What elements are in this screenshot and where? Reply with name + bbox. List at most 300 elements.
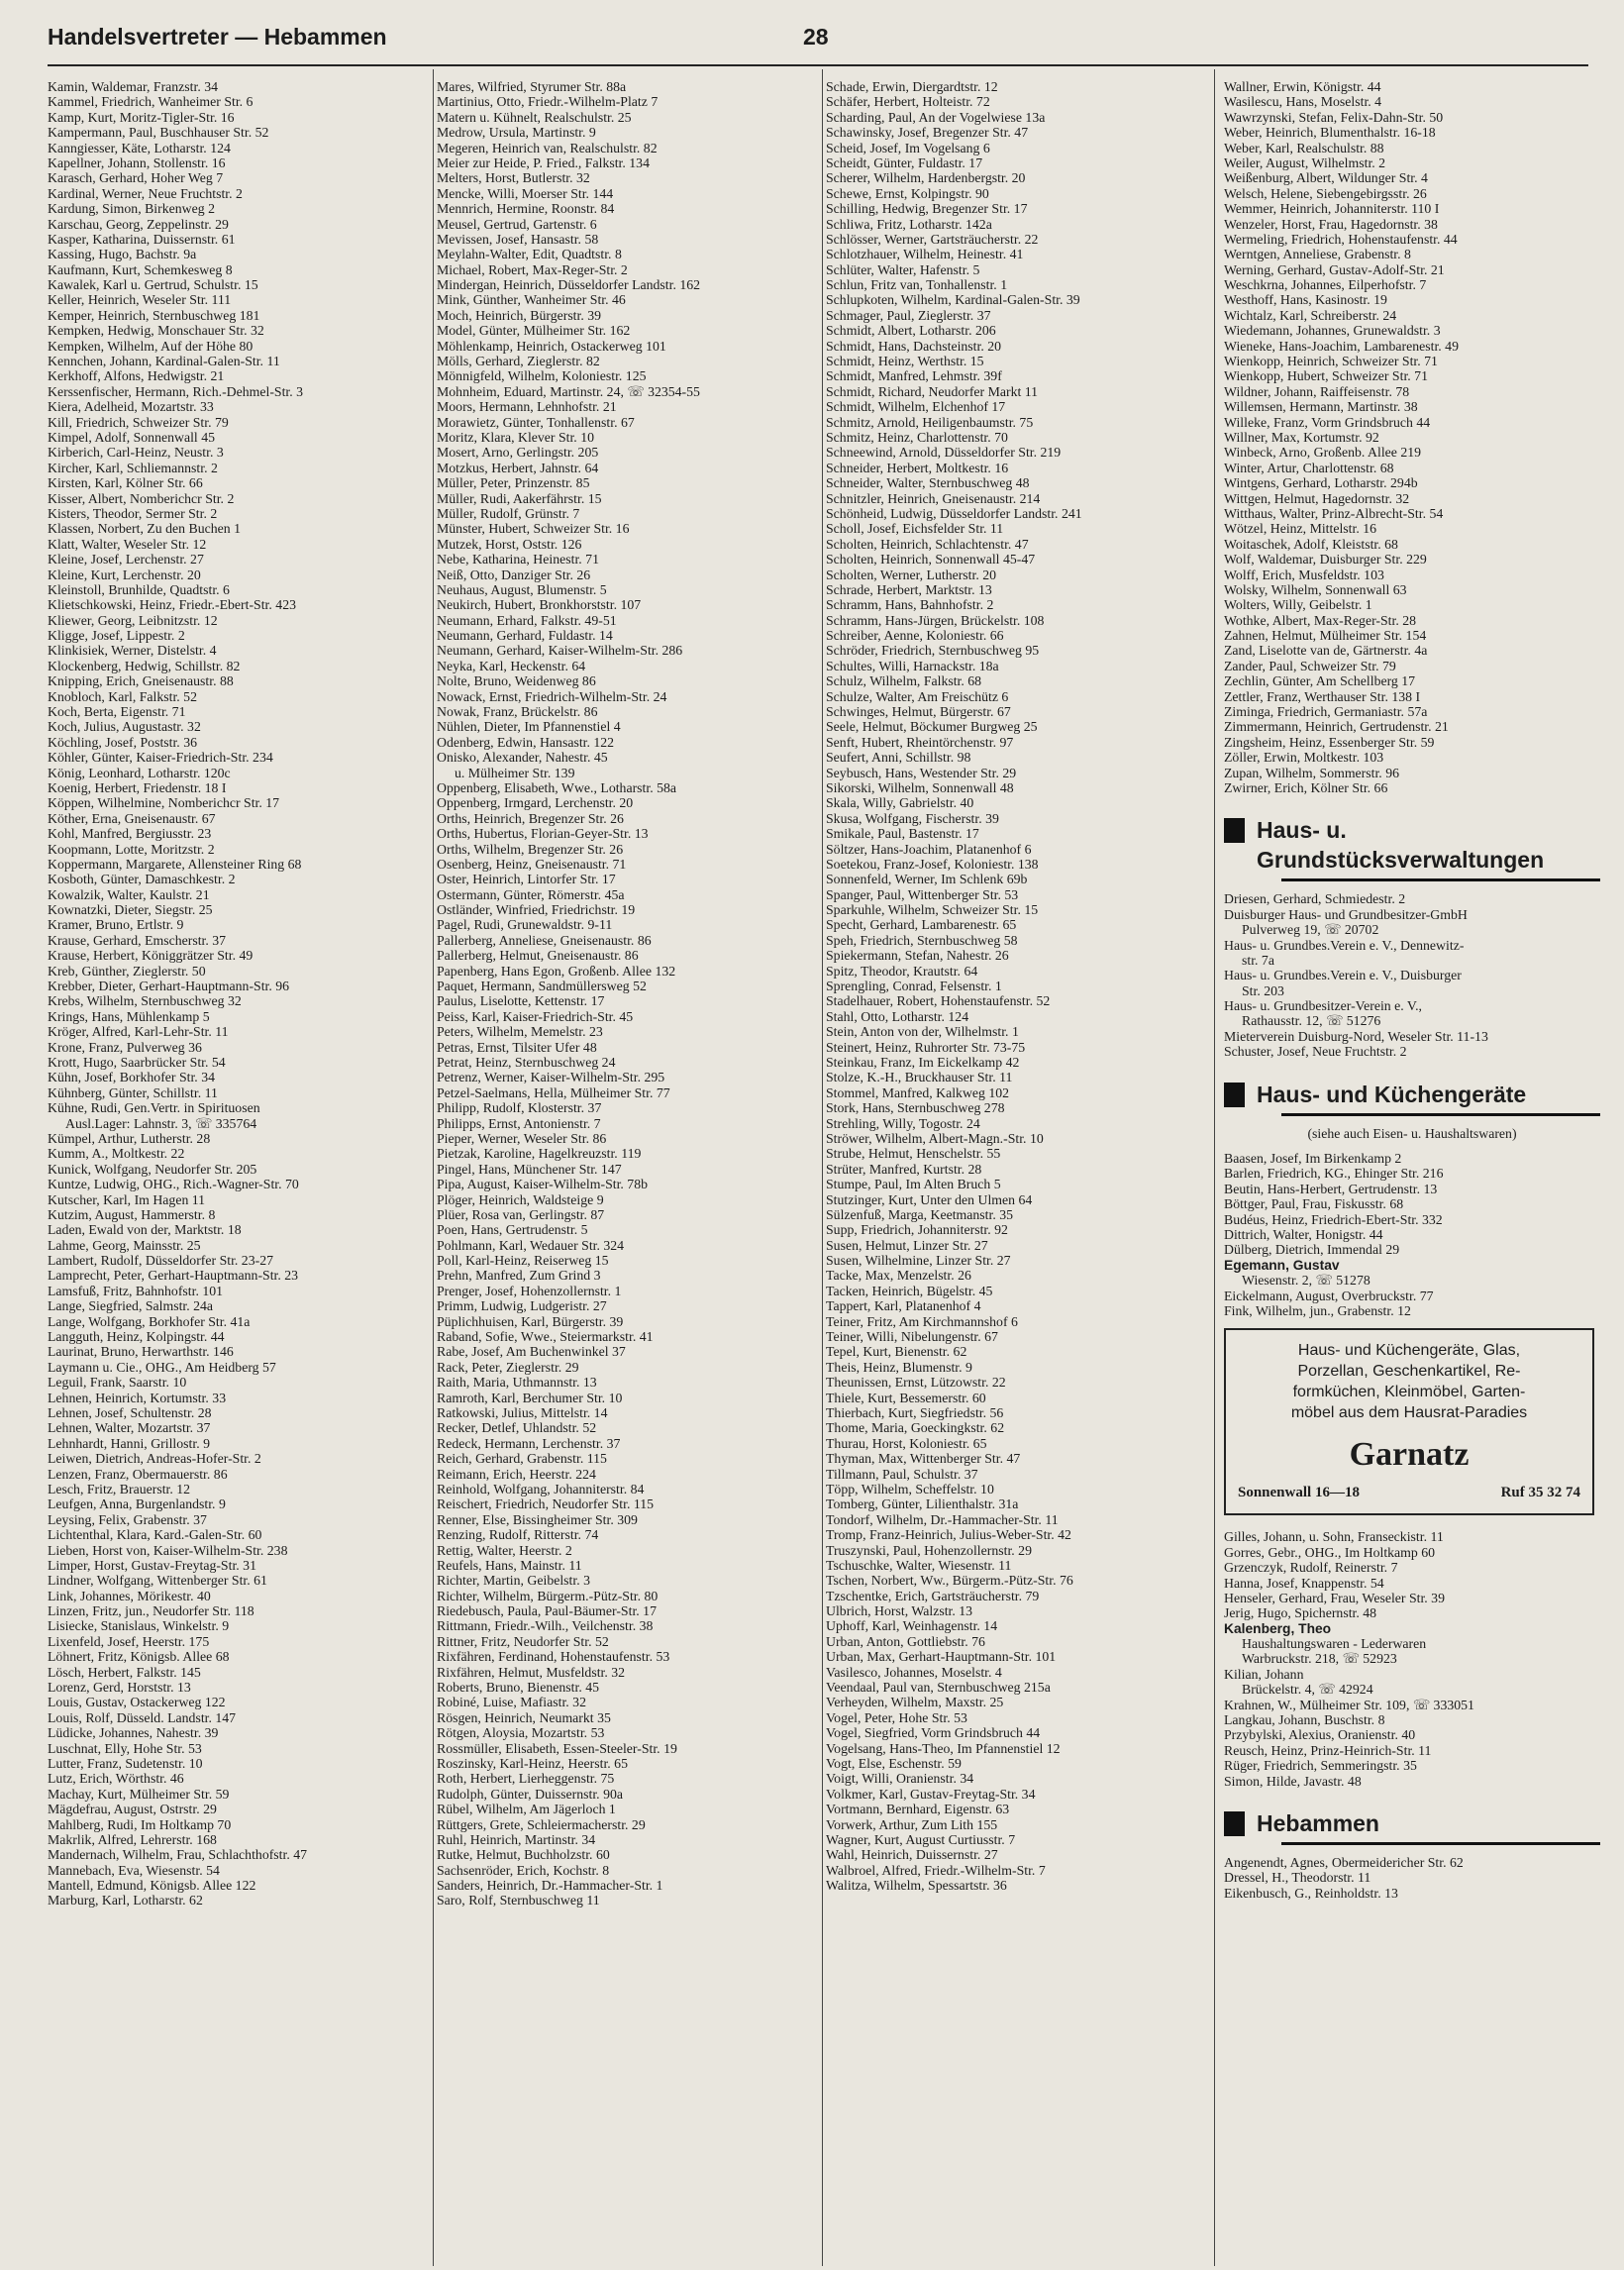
directory-entry: Oppenberg, Elisabeth, Wwe., Lotharstr. 58a — [437, 779, 677, 795]
directory-entry: Str. 203 — [1242, 982, 1284, 998]
directory-entry: Lenzen, Franz, Obermauerstr. 86 — [48, 1466, 228, 1482]
directory-entry: Theis, Heinz, Blumenstr. 9 — [826, 1359, 972, 1375]
directory-entry: Luschnat, Elly, Hohe Str. 53 — [48, 1740, 202, 1756]
directory-entry: Stork, Hans, Sternbuschweg 278 — [826, 1100, 1005, 1116]
directory-entry: Kirsten, Karl, Kölner Str. 66 — [48, 475, 203, 491]
directory-entry: Matern u. Kühnelt, Realschulstr. 25 — [437, 109, 632, 125]
directory-entry: Petzel-Saelmans, Hella, Mülheimer Str. 77 — [437, 1084, 670, 1100]
directory-entry: Kasper, Katharina, Duissernstr. 61 — [48, 231, 236, 247]
directory-entry: Sparkuhle, Wilhelm, Schweizer Str. 15 — [826, 902, 1039, 918]
directory-entry: Roszinsky, Karl-Heinz, Heerstr. 65 — [437, 1755, 628, 1771]
directory-entry: Petras, Ernst, Tilsiter Ufer 48 — [437, 1039, 597, 1055]
directory-entry: Welsch, Helene, Siebengebirgsstr. 26 — [1224, 185, 1427, 201]
directory-entry: Reischert, Friedrich, Neudorfer Str. 115 — [437, 1496, 655, 1512]
directory-entry: Kühn, Josef, Borkhofer Str. 34 — [48, 1070, 215, 1085]
directory-entry: Kliewer, Georg, Leibnitzstr. 12 — [48, 612, 218, 628]
directory-entry: Rittmann, Friedr.-Wilh., Veilchenstr. 38 — [437, 1618, 654, 1634]
directory-entry: Kerssenfischer, Hermann, Rich.-Dehmel-Str. 3 — [48, 383, 304, 399]
directory-entry: Scheidt, Günter, Fuldastr. 17 — [826, 155, 983, 170]
directory-entry: Kosboth, Günter, Damaschkestr. 2 — [48, 872, 236, 887]
directory-entry: Zander, Paul, Schweizer Str. 79 — [1224, 658, 1396, 673]
directory-entry: Schmidt, Albert, Lotharstr. 206 — [826, 323, 996, 339]
directory-entry: Scheid, Josef, Im Vogelsang 6 — [826, 140, 990, 155]
directory-entry: Kreb, Günther, Zieglerstr. 50 — [48, 963, 206, 979]
directory-list — [1224, 1855, 1600, 1901]
directory-entry: Mannebach, Eva, Wiesenstr. 54 — [48, 1862, 220, 1878]
section-heading: Haus- u. Grundstücksverwaltungen — [1224, 815, 1600, 875]
directory-entry: Kennchen, Johann, Kardinal-Galen-Str. 11 — [48, 354, 280, 369]
directory-entry: Louis, Gustav, Ostackerweg 122 — [48, 1695, 226, 1710]
directory-entry: Scholten, Heinrich, Schlachtenstr. 47 — [826, 536, 1029, 552]
directory-entry: Wawrzynski, Stefan, Felix-Dahn-Str. 50 — [1224, 109, 1444, 125]
directory-entry: Lange, Siegfried, Salmstr. 24a — [48, 1298, 214, 1314]
directory-entry: Neumann, Gerhard, Kaiser-Wilhelm-Str. 286 — [437, 643, 683, 659]
directory-entry: Lehnen, Josef, Schultenstr. 28 — [48, 1404, 212, 1420]
directory-entry: Langguth, Heinz, Kolpingstr. 44 — [48, 1329, 225, 1345]
directory-entry: Stommel, Manfred, Kalkweg 102 — [826, 1084, 1010, 1100]
directory-entry: Möhlenkamp, Heinrich, Ostackerweg 101 — [437, 338, 666, 354]
directory-entry: Kownatzki, Dieter, Siegstr. 25 — [48, 902, 213, 918]
directory-entry: Tzschentke, Erich, Gartsträucherstr. 79 — [826, 1588, 1040, 1603]
directory-entry: Kühnberg, Günter, Schillstr. 11 — [48, 1084, 218, 1100]
directory-entry: Dülberg, Dietrich, Immendal 29 — [1224, 1242, 1400, 1258]
directory-entry: Krebs, Wilhelm, Sternbuschweg 32 — [48, 993, 242, 1009]
directory-entry: Lamprecht, Peter, Gerhart-Hauptmann-Str. 23 — [48, 1268, 299, 1284]
directory-entry: Mägdefrau, August, Ostrstr. 29 — [48, 1802, 217, 1817]
directory-entry: Medrow, Ursula, Martinstr. 9 — [437, 125, 596, 141]
directory-entry: Seybusch, Hans, Westender Str. 29 — [826, 765, 1017, 780]
directory-entry: Tappert, Karl, Platanenhof 4 — [826, 1298, 981, 1314]
directory-entry: Schliwa, Fritz, Lotharstr. 142a — [826, 216, 992, 232]
directory-entry: Kircher, Karl, Schliemannstr. 2 — [48, 460, 218, 475]
directory-entry: Soetekou, Franz-Josef, Koloniestr. 138 — [826, 856, 1039, 872]
directory-entry: Roth, Herbert, Lierheggenstr. 75 — [437, 1771, 615, 1787]
directory-entry: Tillmann, Paul, Schulstr. 37 — [826, 1466, 978, 1482]
directory-entry: Wothke, Albert, Max-Reger-Str. 28 — [1224, 612, 1417, 628]
directory-entry: Koopmann, Lotte, Moritzstr. 2 — [48, 841, 215, 857]
directory-entry: Raith, Maria, Uthmannstr. 13 — [437, 1375, 597, 1391]
directory-entry: Mennrich, Hermine, Roonstr. 84 — [437, 201, 615, 217]
directory-entry: Schmidt, Richard, Neudorfer Markt 11 — [826, 383, 1039, 399]
page-number: 28 — [803, 24, 829, 50]
ad-address: Sonnenwall 16—18 — [1238, 1485, 1360, 1501]
directory-entry: Stutzinger, Kurt, Unter den Ulmen 64 — [826, 1191, 1033, 1207]
directory-entry: Kammel, Friedrich, Wanheimer Str. 6 — [48, 94, 254, 110]
header-rule — [48, 64, 1588, 66]
directory-entry: Krings, Hans, Mühlenkamp 5 — [48, 1008, 210, 1024]
directory-entry: Seele, Helmut, Böckumer Burgweg 25 — [826, 719, 1038, 735]
directory-entry: Mevissen, Josef, Hansastr. 58 — [437, 231, 599, 247]
directory-entry: Laymann u. Cie., OHG., Am Heidberg 57 — [48, 1359, 276, 1375]
directory-entry: Pietzak, Karoline, Hagelkreuzstr. 119 — [437, 1146, 642, 1162]
directory-entry: Veendaal, Paul van, Sternbuschweg 215a — [826, 1680, 1051, 1696]
directory-entry: Haus- u. Grundbes.Verein e. V., Dennewitz- — [1224, 937, 1465, 953]
directory-entry: Stadelhauer, Robert, Hohenstaufenstr. 52 — [826, 993, 1051, 1009]
directory-entry: Rutke, Helmut, Buchholzstr. 60 — [437, 1847, 610, 1863]
directory-entry: Kröger, Alfred, Karl-Lehr-Str. 11 — [48, 1024, 229, 1040]
directory-entry: Schewe, Ernst, Kolpingstr. 90 — [826, 185, 989, 201]
directory-entry: Pallerberg, Anneliese, Gneisenaustr. 86 — [437, 932, 652, 948]
directory-entry: Steinert, Heinz, Ruhrorter Str. 73-75 — [826, 1039, 1026, 1055]
column-4 — [1224, 79, 1600, 1910]
directory-entry: Kamp, Kurt, Moritz-Tigler-Str. 16 — [48, 109, 235, 125]
directory-entry: Thome, Maria, Goeckingkstr. 62 — [826, 1420, 1005, 1436]
directory-entry: Schramm, Hans-Jürgen, Brückelstr. 108 — [826, 612, 1045, 628]
directory-entry: Spitz, Theodor, Krautstr. 64 — [826, 963, 978, 979]
directory-entry: Vasilesco, Johannes, Moselstr. 4 — [826, 1664, 1002, 1680]
directory-entry: Wildner, Johann, Raiffeisenstr. 78 — [1224, 383, 1410, 399]
directory-entry: Schmidt, Wilhelm, Elchenhof 17 — [826, 399, 1006, 415]
directory-entry: Thurau, Horst, Koloniestr. 65 — [826, 1435, 987, 1451]
directory-entry: Töpp, Wilhelm, Scheffelstr. 10 — [826, 1481, 994, 1496]
directory-entry: Schmitz, Heinz, Charlottenstr. 70 — [826, 429, 1008, 445]
directory-entry: Tromp, Franz-Heinrich, Julius-Weber-Str. 42 — [826, 1527, 1071, 1543]
directory-entry: Kassing, Hugo, Bachstr. 9a — [48, 247, 197, 262]
section-bullet — [1224, 1811, 1245, 1836]
directory-entry: Wieneke, Hans-Joachim, Lambarenestr. 49 — [1224, 338, 1459, 354]
directory-entry: Münster, Hubert, Schweizer Str. 16 — [437, 521, 630, 537]
directory-entry: Raband, Sofie, Wwe., Steiermarkstr. 41 — [437, 1329, 654, 1345]
directory-entry: Pingel, Hans, Münchener Str. 147 — [437, 1161, 622, 1177]
directory-entry: Przybylski, Alexius, Oranienstr. 40 — [1224, 1727, 1416, 1743]
directory-entry: Woitaschek, Adolf, Kleiststr. 68 — [1224, 536, 1398, 552]
directory-entry: Wolf, Waldemar, Duisburger Str. 229 — [1224, 552, 1427, 568]
directory-entry: Michael, Robert, Max-Reger-Str. 2 — [437, 261, 628, 277]
directory-entry: Brückelstr. 4, ☏ 42924 — [1242, 1682, 1373, 1698]
directory-entry: Neumann, Erhard, Falkstr. 49-51 — [437, 612, 617, 628]
directory-entry: Lichtenthal, Klara, Kard.-Galen-Str. 60 — [48, 1527, 262, 1543]
directory-entry: Karschau, Georg, Zeppelinstr. 29 — [48, 216, 229, 232]
directory-entry: Schmitz, Arnold, Heiligenbaumstr. 75 — [826, 414, 1034, 430]
directory-entry: Simon, Hilde, Javastr. 48 — [1224, 1773, 1362, 1789]
directory-entry: Kempken, Wilhelm, Auf der Höhe 80 — [48, 338, 254, 354]
directory-entry: Angenendt, Agnes, Obermeidericher Str. 62 — [1224, 1855, 1464, 1870]
directory-entry: Kiera, Adelheid, Mozartstr. 33 — [48, 399, 214, 415]
directory-entry: Rübel, Wilhelm, Am Jägerloch 1 — [437, 1802, 616, 1817]
directory-entry: Schwinges, Helmut, Bürgerstr. 67 — [826, 704, 1011, 720]
directory-entry: Krause, Herbert, Königgrätzer Str. 49 — [48, 948, 254, 964]
directory-entry: Krott, Hugo, Saarbrücker Str. 54 — [48, 1055, 226, 1070]
directory-entry: Hanna, Josef, Knappenstr. 54 — [1224, 1575, 1384, 1591]
directory-entry: Beutin, Hans-Herbert, Gertrudenstr. 13 — [1224, 1181, 1438, 1196]
directory-entry: Koppermann, Margarete, Allensteiner Ring 68 — [48, 856, 302, 872]
directory-entry: Orths, Hubertus, Florian-Geyer-Str. 13 — [437, 826, 649, 842]
directory-entry: Mantell, Edmund, Königsb. Allee 122 — [48, 1878, 256, 1894]
directory-entry: Neiß, Otto, Danziger Str. 26 — [437, 567, 591, 582]
directory-entry: Wiedemann, Johannes, Grunewaldstr. 3 — [1224, 323, 1441, 339]
directory-entry: Sikorski, Wilhelm, Sonnenwall 48 — [826, 779, 1014, 795]
directory-entry: Lutz, Erich, Wörthstr. 46 — [48, 1771, 184, 1787]
directory-entry: Specht, Gerhard, Lambarenestr. 65 — [826, 917, 1017, 933]
ad-line: Haus- und Küchengeräte, Glas, — [1297, 1342, 1521, 1360]
directory-entry: Haus- u. Grundbesitzer-Verein e. V., — [1224, 998, 1422, 1014]
directory-entry: Moors, Hermann, Lehnhofstr. 21 — [437, 399, 617, 415]
directory-entry: Verheyden, Wilhelm, Maxstr. 25 — [826, 1695, 1004, 1710]
directory-entry: Kisters, Theodor, Sermer Str. 2 — [48, 505, 218, 521]
ad-footer — [1238, 1483, 1580, 1503]
directory-entry: Schlupkoten, Wilhelm, Kardinal-Galen-Str. 39 — [826, 292, 1080, 308]
directory-entry: Supp, Friedrich, Johanniterstr. 92 — [826, 1222, 1008, 1238]
directory-entry: Tacke, Max, Menzelstr. 26 — [826, 1268, 971, 1284]
directory-entry: Vogel, Peter, Hohe Str. 53 — [826, 1709, 967, 1725]
directory-entry: Schönheid, Ludwig, Düsseldorfer Landstr. 241 — [826, 505, 1082, 521]
directory-entry: Ruhl, Heinrich, Martinstr. 34 — [437, 1831, 596, 1847]
directory-entry: Klietschkowski, Heinz, Friedr.-Ebert-Str. 423 — [48, 597, 296, 613]
directory-entry: Leysing, Felix, Grabenstr. 37 — [48, 1511, 207, 1527]
directory-entry: Schawinsky, Josef, Bregenzer Str. 47 — [826, 125, 1029, 141]
directory-entry: König, Leonhard, Lotharstr. 120c — [48, 765, 231, 780]
directory-entry: Nühlen, Dieter, Im Pfannenstiel 4 — [437, 719, 621, 735]
directory-entry: Mohnheim, Eduard, Martinstr. 24, ☏ 32354-55 — [437, 383, 700, 399]
section-haus-kuechengeraete — [1224, 1080, 1600, 1789]
directory-entry: Speh, Friedrich, Sternbuschweg 58 — [826, 932, 1018, 948]
directory-entry: Marburg, Karl, Lotharstr. 62 — [48, 1893, 203, 1909]
directory-entry: Wahl, Heinrich, Duissernstr. 27 — [826, 1847, 998, 1863]
directory-entry: Moritz, Klara, Klever Str. 10 — [437, 429, 595, 445]
directory-entry: Kempken, Hedwig, Monschauer Str. 32 — [48, 323, 264, 339]
directory-entry: Redeck, Hermann, Lerchenstr. 37 — [437, 1435, 621, 1451]
directory-entry: Rötgen, Aloysia, Mozartstr. 53 — [437, 1725, 605, 1741]
directory-entry: Scholten, Heinrich, Sonnenwall 45-47 — [826, 552, 1036, 568]
section-bullet — [1224, 1083, 1245, 1107]
directory-entry: Ulbrich, Horst, Walzstr. 13 — [826, 1603, 973, 1619]
directory-entry: Lüdicke, Johannes, Nahestr. 39 — [48, 1725, 219, 1741]
directory-entry: Zwirner, Erich, Kölner Str. 66 — [1224, 779, 1388, 795]
ad-company-name: Garnatz — [1349, 1436, 1470, 1474]
directory-entry: Rudolph, Günter, Duissernstr. 90a — [437, 1786, 623, 1802]
directory-entry: Lehnhardt, Hanni, Grillostr. 9 — [48, 1435, 210, 1451]
directory-entry: Pallerberg, Helmut, Gneisenaustr. 86 — [437, 948, 639, 964]
directory-entry: Petrat, Heinz, Sternbuschweg 24 — [437, 1055, 616, 1070]
directory-entry: Schnitzler, Heinrich, Gneisenaustr. 214 — [826, 490, 1041, 506]
ad-line: formküchen, Kleinmöbel, Garten- — [1292, 1384, 1526, 1401]
directory-entry: Karasch, Gerhard, Hoher Weg 7 — [48, 170, 224, 186]
directory-entry: Scharding, Paul, An der Vogelwiese 13a — [826, 109, 1046, 125]
directory-entry: Limper, Horst, Gustav-Freytag-Str. 31 — [48, 1557, 256, 1573]
directory-entry: Wemmer, Heinrich, Johanniterstr. 110 I — [1224, 201, 1440, 217]
directory-entry: Kemper, Heinrich, Sternbuschweg 181 — [48, 307, 260, 323]
directory-entry: Kutzim, August, Hammerstr. 8 — [48, 1206, 216, 1222]
directory-entry: Pohlmann, Karl, Wedauer Str. 324 — [437, 1237, 625, 1253]
directory-entry: Lutter, Franz, Sudetenstr. 10 — [48, 1755, 203, 1771]
directory-entry: Schmidt, Manfred, Lehmstr. 39f — [826, 368, 1002, 384]
directory-entry: Schneider, Herbert, Moltkestr. 16 — [826, 460, 1009, 475]
directory-entry: Nolte, Bruno, Weidenweg 86 — [437, 673, 596, 689]
directory-entry: Kimpel, Adolf, Sonnenwall 45 — [48, 429, 215, 445]
directory-entry: Löhnert, Fritz, Königsb. Allee 68 — [48, 1649, 230, 1665]
directory-entry: Wienkopp, Heinrich, Schweizer Str. 71 — [1224, 354, 1438, 369]
directory-entry: Tacken, Heinrich, Bügelstr. 45 — [826, 1283, 993, 1298]
directory-entry: Sachsenröder, Erich, Kochstr. 8 — [437, 1862, 610, 1878]
directory-entry: Keller, Heinrich, Weseler Str. 111 — [48, 292, 232, 308]
directory-entry: Lösch, Herbert, Falkstr. 145 — [48, 1664, 201, 1680]
directory-entry: Schmidt, Heinz, Werthstr. 15 — [826, 354, 984, 369]
directory-entry: Wolff, Erich, Musfeldstr. 103 — [1224, 567, 1384, 582]
directory-entry: Köhler, Günter, Kaiser-Friedrich-Str. 234 — [48, 750, 273, 766]
directory-entry: Machay, Kurt, Mülheimer Str. 59 — [48, 1786, 230, 1802]
directory-entry: Tschuschke, Walter, Wiesenstr. 11 — [826, 1557, 1012, 1573]
directory-entry: Schreiber, Aenne, Koloniestr. 66 — [826, 628, 1004, 644]
directory-entry: Kümpel, Arthur, Lutherstr. 28 — [48, 1130, 211, 1146]
directory-entry: Rabe, Josef, Am Buchenwinkel 37 — [437, 1344, 626, 1360]
directory-entry: Melters, Horst, Butlerstr. 32 — [437, 170, 590, 186]
column-divider — [822, 69, 823, 2266]
directory-entry: Kapellner, Johann, Stollenstr. 16 — [48, 155, 226, 170]
directory-entry: Kawalek, Karl u. Gertrud, Schulstr. 15 — [48, 277, 258, 293]
directory-entry: Warbruckstr. 218, ☏ 52923 — [1242, 1651, 1397, 1667]
directory-entry: Kleine, Josef, Lerchenstr. 27 — [48, 552, 204, 568]
directory-entry: Zingsheim, Heinz, Essenberger Str. 59 — [1224, 734, 1435, 750]
directory-entry: Urban, Anton, Gottliebstr. 76 — [826, 1633, 985, 1649]
column-2 — [437, 79, 818, 1909]
directory-entry: Kardung, Simon, Birkenweg 2 — [48, 201, 215, 217]
directory-entry: Senft, Hubert, Rheintörchenstr. 97 — [826, 734, 1014, 750]
directory-entry: Zimmermann, Heinrich, Gertrudenstr. 21 — [1224, 719, 1449, 735]
directory-entry: Reich, Gerhard, Grabenstr. 115 — [437, 1451, 607, 1467]
directory-entry: Peiss, Karl, Kaiser-Friedrich-Str. 45 — [437, 1008, 634, 1024]
directory-entry: Wiesenstr. 2, ☏ 51278 — [1242, 1273, 1370, 1289]
directory-entry: Odenberg, Edwin, Hansastr. 122 — [437, 734, 615, 750]
directory-entry: Krebber, Dieter, Gerhart-Hauptmann-Str. 96 — [48, 979, 290, 994]
directory-entry: Eikenbusch, G., Reinholdstr. 13 — [1224, 1885, 1398, 1901]
directory-entry: Dressel, H., Theodorstr. 11 — [1224, 1870, 1371, 1886]
running-head: Handelsvertreter — Hebammen — [48, 24, 387, 50]
directory-entry: Zupan, Wilhelm, Sommerstr. 96 — [1224, 765, 1400, 780]
section-rule — [1281, 1842, 1600, 1845]
directory-entry: Wötzel, Heinz, Mittelstr. 16 — [1224, 521, 1377, 537]
directory-entry: Plüer, Rosa van, Gerlingstr. 87 — [437, 1206, 605, 1222]
directory-entry: Reinhold, Wolfgang, Johanniterstr. 84 — [437, 1481, 645, 1496]
directory-entry: Schlotzhauer, Wilhelm, Heinestr. 41 — [826, 247, 1024, 262]
directory-entry: Uphoff, Karl, Weinhagenstr. 14 — [826, 1618, 998, 1634]
directory-entry: Rüger, Friedrich, Semmeringstr. 35 — [1224, 1758, 1417, 1774]
directory-entry: Kilian, Johann — [1224, 1666, 1304, 1682]
directory-entry: Thiele, Kurt, Bessemerstr. 60 — [826, 1390, 986, 1405]
directory-entry: Scherer, Wilhelm, Hardenbergstr. 20 — [826, 170, 1026, 186]
directory-entry: Nowak, Franz, Brückelstr. 86 — [437, 704, 598, 720]
directory-entry: Richter, Wilhelm, Bürgerm.-Pütz-Str. 80 — [437, 1588, 659, 1603]
directory-entry: Schlösser, Werner, Gartsträucherstr. 22 — [826, 231, 1039, 247]
directory-entry: Wagner, Kurt, August Curtiusstr. 7 — [826, 1831, 1016, 1847]
directory-entry: Papenberg, Hans Egon, Großenb. Allee 132 — [437, 963, 676, 979]
directory-entry: Rixfähren, Ferdinand, Hohenstaufenstr. 53 — [437, 1649, 670, 1665]
directory-entry: Seufert, Anni, Schillstr. 98 — [826, 750, 971, 766]
directory-entry: Haus- u. Grundbes.Verein e. V., Duisburger — [1224, 968, 1462, 983]
directory-entry: Söltzer, Hans-Joachim, Platanenhof 6 — [826, 841, 1032, 857]
section-rule — [1281, 878, 1600, 881]
directory-entry: Kirberich, Carl-Heinz, Neustr. 3 — [48, 445, 224, 461]
directory-entry: Vogel, Siegfried, Vorm Grindsbruch 44 — [826, 1725, 1041, 1741]
directory-entry: Volkmer, Karl, Gustav-Freytag-Str. 34 — [826, 1786, 1036, 1802]
section-haus-grundstuecksverwaltungen — [1224, 815, 1600, 1059]
directory-entry: Renzing, Rudolf, Ritterstr. 74 — [437, 1527, 599, 1543]
directory-entry: Oster, Heinrich, Lintorfer Str. 17 — [437, 872, 616, 887]
directory-entry: Osenberg, Heinz, Gneisenaustr. 71 — [437, 856, 627, 872]
directory-entry: Püplichhuisen, Karl, Bürgerstr. 39 — [437, 1313, 624, 1329]
directory-entry: Pipa, August, Kaiser-Wilhelm-Str. 78b — [437, 1177, 649, 1192]
directory-entry: Gilles, Johann, u. Sohn, Franseckistr. 11 — [1224, 1529, 1444, 1545]
directory-entry: Grzenczyk, Rudolf, Reinerstr. 7 — [1224, 1560, 1398, 1576]
directory-entry: Walbroel, Alfred, Friedr.-Wilhelm-Str. 7 — [826, 1862, 1046, 1878]
directory-entry: Roberts, Bruno, Bienenstr. 45 — [437, 1680, 600, 1696]
directory-entry: Peters, Wilhelm, Memelstr. 23 — [437, 1024, 603, 1040]
directory-entry: Kuntze, Ludwig, OHG., Rich.-Wagner-Str. 70 — [48, 1177, 299, 1192]
directory-entry: Thierbach, Kurt, Siegfriedstr. 56 — [826, 1404, 1004, 1420]
directory-entry: Wienkopp, Hubert, Schweizer Str. 71 — [1224, 368, 1428, 384]
directory-entry: Ramroth, Karl, Berchumer Str. 10 — [437, 1390, 623, 1405]
directory-entry: Linzen, Fritz, jun., Neudorfer Str. 118 — [48, 1603, 254, 1619]
cross-reference-note: (siehe auch Eisen- u. Haushaltswaren) — [1307, 1125, 1517, 1141]
directory-entry: Lisiecke, Stanislaus, Winkelstr. 9 — [48, 1618, 230, 1634]
directory-entry: Klockenberg, Hedwig, Schillstr. 82 — [48, 658, 241, 673]
page-header — [48, 22, 1588, 61]
directory-entry: Meier zur Heide, P. Fried., Falkstr. 134 — [437, 155, 650, 170]
directory-entry: Steinkau, Franz, Im Eickelkamp 42 — [826, 1055, 1020, 1070]
directory-entry: Kalenberg, Theo — [1224, 1620, 1332, 1636]
directory-entry: Prehn, Manfred, Zum Grind 3 — [437, 1268, 601, 1284]
directory-entry: Lixenfeld, Josef, Heerstr. 175 — [48, 1633, 210, 1649]
directory-entry: Vortmann, Bernhard, Eigenstr. 63 — [826, 1802, 1010, 1817]
directory-entry: Rixfähren, Helmut, Musfeldstr. 32 — [437, 1664, 626, 1680]
directory-entry: Lange, Wolfgang, Borkhofer Str. 41a — [48, 1313, 251, 1329]
directory-entry: Kleinstoll, Brunhilde, Quadtstr. 6 — [48, 581, 230, 597]
directory-entry: Gorres, Gebr., OHG., Im Holtkamp 60 — [1224, 1544, 1436, 1560]
directory-entry: Wichtalz, Karl, Schreiberstr. 24 — [1224, 307, 1397, 323]
directory-entry: Laurinat, Bruno, Herwarthstr. 146 — [48, 1344, 234, 1360]
directory-entry: Willner, Max, Kortumstr. 92 — [1224, 429, 1379, 445]
directory-entry: Barlen, Friedrich, KG., Ehinger Str. 216 — [1224, 1166, 1444, 1182]
directory-list — [1224, 1151, 1600, 1318]
directory-entry: Onisko, Alexander, Nahestr. 45 — [437, 750, 608, 766]
directory-entry: Tepel, Kurt, Bienenstr. 62 — [826, 1344, 967, 1360]
directory-entry: Budéus, Heinz, Friedrich-Ebert-Str. 332 — [1224, 1211, 1443, 1227]
directory-entry: Louis, Rolf, Düsseld. Landstr. 147 — [48, 1709, 237, 1725]
directory-entry: Weschkrna, Johannes, Eilperhofstr. 7 — [1224, 277, 1427, 293]
directory-entry: Morawietz, Günter, Tonhallenstr. 67 — [437, 414, 635, 430]
directory-entry: Werning, Gerhard, Gustav-Adolf-Str. 21 — [1224, 261, 1445, 277]
directory-entry: Lamsfuß, Fritz, Bahnhofstr. 101 — [48, 1283, 224, 1298]
directory-entry: Paulus, Liselotte, Kettenstr. 17 — [437, 993, 605, 1009]
directory-entry: Mölls, Gerhard, Zieglerstr. 82 — [437, 354, 600, 369]
directory-entry: Tondorf, Wilhelm, Dr.-Hammacher-Str. 11 — [826, 1511, 1059, 1527]
directory-entry: Sanders, Heinrich, Dr.-Hammacher-Str. 1 — [437, 1878, 663, 1894]
directory-entry: Susen, Helmut, Linzer Str. 27 — [826, 1237, 988, 1253]
directory-entry: Petrenz, Werner, Kaiser-Wilhelm-Str. 295 — [437, 1070, 665, 1085]
directory-entry: Krause, Gerhard, Emscherstr. 37 — [48, 932, 227, 948]
directory-entry: str. 7a — [1242, 952, 1274, 968]
directory-entry: Jerig, Hugo, Spichernstr. 48 — [1224, 1605, 1377, 1621]
directory-entry: Rossmüller, Elisabeth, Essen-Steeler-Str. 19 — [437, 1740, 677, 1756]
directory-entry: Vorwerk, Arthur, Zum Lith 155 — [826, 1816, 998, 1832]
directory-entry: Knipping, Erich, Gneisenaustr. 88 — [48, 673, 234, 689]
directory-entry: Winter, Artur, Charlottenstr. 68 — [1224, 460, 1394, 475]
directory-entry: Skala, Willy, Gabrielstr. 40 — [826, 795, 974, 811]
directory-entry: Willeke, Franz, Vorm Grindsbruch 44 — [1224, 414, 1431, 430]
directory-entry: Recker, Detlef, Uhlandstr. 52 — [437, 1420, 597, 1436]
directory-entry: Spiekermann, Stefan, Nahestr. 26 — [826, 948, 1009, 964]
directory-entry: Poen, Hans, Gertrudenstr. 5 — [437, 1222, 588, 1238]
directory-list — [1224, 891, 1600, 1059]
directory-entry: Köchling, Josef, Poststr. 36 — [48, 734, 198, 750]
directory-entry: Scholl, Josef, Eichsfelder Str. 11 — [826, 521, 1004, 537]
directory-entry: Schuster, Josef, Neue Fruchtstr. 2 — [1224, 1044, 1407, 1060]
directory-entry: Kühne, Rudi, Gen.Vertr. in Spirituosen — [48, 1100, 260, 1116]
directory-entry: Wittgen, Helmut, Hagedornstr. 32 — [1224, 490, 1410, 506]
directory-entry: Kunick, Wolfgang, Neudorfer Str. 205 — [48, 1161, 257, 1177]
directory-entry: Rettig, Walter, Heerstr. 2 — [437, 1542, 572, 1558]
directory-entry: Urban, Max, Gerhart-Hauptmann-Str. 101 — [826, 1649, 1057, 1665]
directory-entry: Vogt, Else, Eschenstr. 59 — [826, 1755, 962, 1771]
